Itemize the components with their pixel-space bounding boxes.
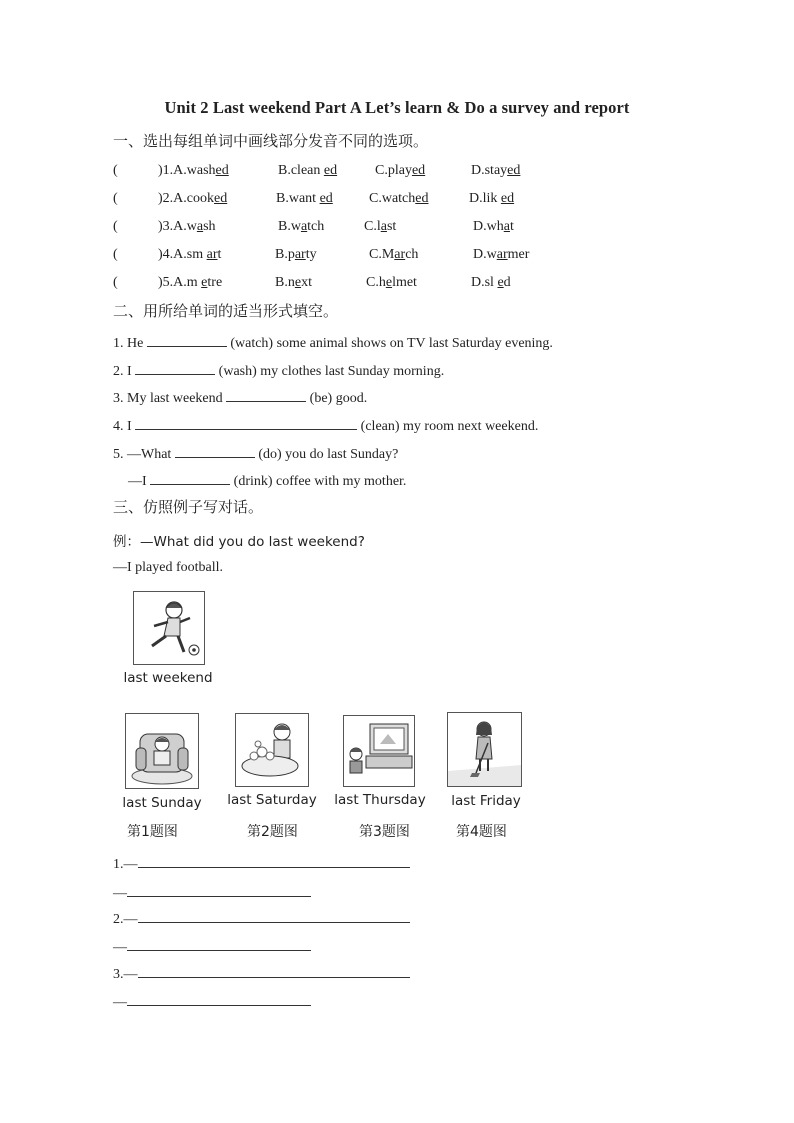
option-a-underline: ed (214, 191, 228, 206)
football-picture (133, 591, 205, 665)
option-b-underline: a (300, 219, 308, 234)
option-a-underline: e (201, 275, 208, 290)
answer-prefix: — (113, 940, 127, 955)
option-a: )5.A.m (158, 275, 202, 290)
answer-line[interactable] (127, 991, 311, 1006)
page-title: Unit 2 Last weekend Part A Let’s learn & Do a survey and report (164, 98, 630, 117)
answer-3-question (113, 963, 410, 983)
option-b: B.want (276, 191, 320, 206)
option-c: C.h (366, 275, 386, 290)
fill-pre: 4. I (113, 419, 136, 434)
picture-2-caption: last Saturday (227, 792, 317, 808)
option-b-tail: tch (307, 219, 325, 234)
boy-on-sofa-icon (126, 714, 198, 788)
option-c-underline: a (380, 219, 387, 234)
option-b-underline: ed (323, 163, 338, 178)
paren: ( (113, 219, 118, 234)
answer-2-question (113, 908, 410, 928)
answer-line[interactable] (138, 963, 410, 978)
fill-post: (be) good. (306, 391, 368, 406)
option-a-underline: ar (206, 247, 218, 262)
option-d: D.wh (473, 219, 504, 234)
picture-1-caption: last Sunday (122, 795, 202, 811)
answer-2-reply (113, 936, 311, 956)
answer-prefix: 3.— (113, 967, 138, 982)
picture-3 (343, 715, 415, 787)
option-b-underline: ed (319, 191, 333, 206)
option-b-tail: xt (301, 275, 312, 290)
fill-post: (watch) some animal shows on TV last Saturday evening. (226, 336, 553, 351)
answer-blank[interactable] (150, 470, 230, 485)
option-a: )3.A.w (158, 219, 197, 234)
option-d: D.sl (471, 275, 498, 290)
option-a-tail: tre (207, 275, 223, 290)
fill-post: (drink) coffee with my mother. (230, 474, 407, 489)
answer-blank[interactable] (226, 387, 306, 402)
option-c-underline: ed (415, 191, 429, 206)
paren: ( (113, 163, 118, 178)
picture-4 (447, 712, 522, 787)
paren: ( (113, 247, 118, 262)
fill-item-5 (113, 443, 398, 463)
example-question: 例：—What did you do last weekend? (113, 534, 365, 550)
picture-2-label: 第2题图 (247, 824, 298, 840)
option-a-underline: a (196, 219, 204, 234)
option-d: D.w (473, 247, 497, 262)
fill-pre: —I (128, 474, 151, 489)
option-d: D.stay (471, 163, 508, 178)
option-a-tail: sh (203, 219, 216, 234)
option-c: C.play (375, 163, 412, 178)
option-d-underline: a (503, 219, 510, 234)
answer-blank[interactable] (135, 415, 357, 430)
option-d-underline: ed (500, 191, 515, 206)
option-b: B.clean (278, 163, 324, 178)
option-a-underline: ed (215, 163, 229, 178)
option-a: )2.A.cook (158, 191, 214, 206)
fill-item-6 (128, 470, 406, 490)
picture-1 (125, 713, 199, 789)
option-d-tail: d (503, 275, 511, 290)
fill-item-2 (113, 360, 444, 380)
paren: ( (113, 275, 118, 290)
option-b: B.p (275, 247, 295, 262)
picture-3-caption: last Thursday (334, 792, 426, 808)
answer-prefix: 2.— (113, 912, 138, 927)
option-b-underline: e (294, 275, 302, 290)
answer-prefix: 1.— (113, 857, 138, 872)
paren: ( (113, 191, 118, 206)
picture-4-caption: last Friday (451, 793, 521, 809)
fill-pre: 1. He (113, 336, 147, 351)
answer-line[interactable] (138, 908, 410, 923)
option-b-underline: ar (294, 247, 306, 262)
option-d-tail: t (509, 219, 514, 234)
girl-sweeping-icon (448, 713, 521, 786)
fill-post: (clean) my room next weekend. (357, 419, 539, 434)
answer-prefix: — (113, 886, 127, 901)
option-d-underline: ar (496, 247, 508, 262)
answer-prefix: — (113, 995, 127, 1010)
option-d: D.lik (469, 191, 501, 206)
section-3-heading: 三、仿照例子写对话。 (113, 498, 264, 516)
answer-blank[interactable] (147, 332, 227, 347)
fill-pre: 2. I (113, 364, 136, 379)
option-c-tail: lmet (392, 275, 417, 290)
answer-3-reply (113, 991, 311, 1011)
option-d-underline: e (497, 275, 504, 290)
boy-watching-tv-icon (344, 716, 414, 786)
section-1-heading: 一、选出每组单词中画线部分发音不同的选项。 (113, 132, 429, 150)
option-c: C.watch (369, 191, 416, 206)
example-caption: last weekend (123, 670, 213, 686)
option-a: )1.A.wash (158, 163, 216, 178)
picture-2 (235, 713, 309, 787)
option-c-underline: ar (394, 247, 406, 262)
fill-item-4 (113, 415, 538, 435)
boy-kicking-ball-icon (134, 592, 204, 664)
option-c-underline: e (385, 275, 393, 290)
answer-1-reply (113, 882, 311, 902)
fill-pre: 3. My last weekend (113, 391, 227, 406)
option-c: C.M (369, 247, 395, 262)
picture-4-label: 第4题图 (456, 824, 507, 840)
option-c: C.l (364, 219, 381, 234)
option-a-tail: t (217, 247, 222, 262)
fill-post: (do) you do last Sunday? (254, 447, 399, 462)
option-b: B.w (278, 219, 301, 234)
section-2-heading: 二、用所给单词的适当形式填空。 (113, 302, 339, 320)
picture-3-label: 第3题图 (359, 824, 410, 840)
option-b: B.n (275, 275, 295, 290)
fill-item-1 (113, 332, 553, 352)
option-c-tail: st (386, 219, 397, 234)
answer-blank[interactable] (175, 443, 255, 458)
answer-line[interactable] (127, 936, 311, 951)
fill-item-3 (113, 387, 367, 407)
answer-line[interactable] (138, 853, 410, 868)
answer-1-question (113, 853, 410, 873)
option-d-tail: mer (507, 247, 530, 262)
answer-blank[interactable] (135, 360, 215, 375)
example-answer: —I played football. (113, 560, 224, 575)
option-c-underline: ed (411, 163, 426, 178)
fill-post: (wash) my clothes last Sunday morning. (215, 364, 445, 379)
option-b-tail: ty (305, 247, 317, 262)
picture-1-label: 第1题图 (127, 824, 178, 840)
boy-washing-clothes-icon (236, 714, 308, 786)
option-d-underline: ed (507, 163, 521, 178)
option-a: )4.A.sm (158, 247, 207, 262)
option-c-tail: ch (405, 247, 419, 262)
fill-pre: 5. —What (113, 447, 175, 462)
answer-line[interactable] (127, 882, 311, 897)
